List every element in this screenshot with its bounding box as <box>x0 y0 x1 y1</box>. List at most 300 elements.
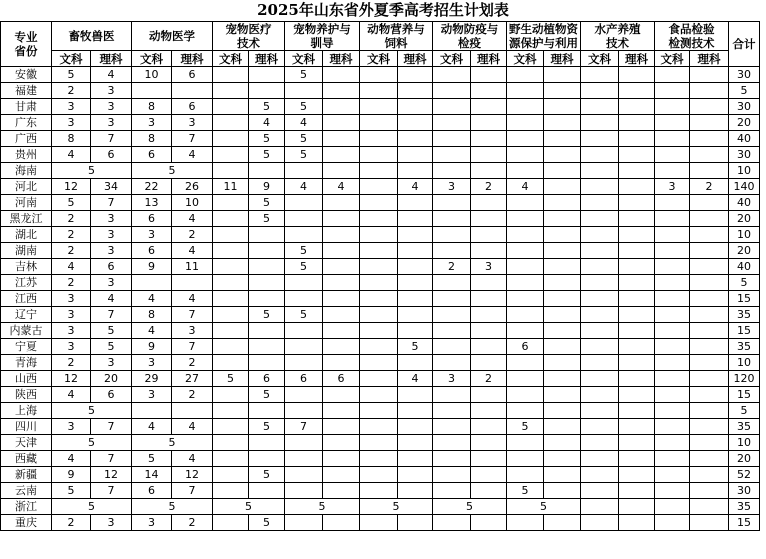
plan-cell <box>581 211 619 227</box>
plan-cell: 3 <box>132 227 172 243</box>
empty-cell <box>507 163 544 179</box>
plan-cell: 5 <box>249 419 285 435</box>
total-cell: 30 <box>729 99 760 115</box>
empty-cell <box>323 403 360 419</box>
plan-cell <box>398 147 433 163</box>
major-name: 畜牧兽医 <box>68 29 115 43</box>
empty-cell <box>619 355 655 371</box>
plan-cell: 10 <box>132 67 172 83</box>
plan-cell <box>581 451 619 467</box>
plan-cell <box>507 243 544 259</box>
plan-cell <box>655 243 690 259</box>
plan-cell <box>360 211 398 227</box>
total-cell: 20 <box>729 211 760 227</box>
empty-cell <box>398 435 433 451</box>
total-cell: 35 <box>729 499 760 515</box>
science-subheader: 理科 <box>690 51 729 67</box>
table-row <box>1 323 760 339</box>
plan-cell <box>249 227 285 243</box>
table-row <box>1 403 760 419</box>
plan-cell <box>655 147 690 163</box>
plan-cell <box>323 419 360 435</box>
total-cell: 20 <box>729 451 760 467</box>
province-cell: 天津 <box>1 435 52 451</box>
plan-cell <box>690 195 729 211</box>
plan-cell <box>433 323 471 339</box>
province-cell: 江苏 <box>1 275 52 291</box>
empty-cell <box>507 403 544 419</box>
plan-cell <box>433 419 471 435</box>
plan-cell: 9 <box>132 339 172 355</box>
plan-cell: 2 <box>172 355 213 371</box>
plan-cell <box>249 483 285 499</box>
plan-cell: 5 <box>91 339 132 355</box>
empty-cell <box>581 499 619 515</box>
empty-cell <box>544 403 581 419</box>
province-cell: 内蒙古 <box>1 323 52 339</box>
plan-cell <box>544 515 581 531</box>
plan-cell <box>213 227 249 243</box>
plan-cell <box>581 339 619 355</box>
plan-cell: 7 <box>91 195 132 211</box>
plan-cell: 20 <box>91 371 132 387</box>
plan-cell <box>544 291 581 307</box>
plan-cell: 4 <box>323 179 360 195</box>
total-cell: 10 <box>729 355 760 371</box>
plan-cell <box>544 211 581 227</box>
plan-cell <box>285 387 323 403</box>
total-cell: 10 <box>729 227 760 243</box>
plan-cell: 3 <box>91 115 132 131</box>
plan-cell <box>690 83 729 99</box>
plan-cell <box>690 211 729 227</box>
plan-cell: 2 <box>52 227 91 243</box>
plan-cell <box>323 243 360 259</box>
plan-cell: 3 <box>52 307 91 323</box>
plan-cell <box>213 147 249 163</box>
plan-cell <box>249 355 285 371</box>
major-header <box>655 22 729 51</box>
plan-cell: 7 <box>91 307 132 323</box>
province-cell: 广西 <box>1 131 52 147</box>
plan-cell <box>360 483 398 499</box>
plan-cell <box>323 195 360 211</box>
plan-cell: 4 <box>91 67 132 83</box>
plan-cell: 5 <box>398 339 433 355</box>
major-name-line2: 源保护与利用 <box>509 36 578 50</box>
plan-cell <box>213 467 249 483</box>
corner-header <box>1 22 52 67</box>
plan-cell: 7 <box>91 131 132 147</box>
plan-cell: 10 <box>172 195 213 211</box>
plan-cell <box>213 387 249 403</box>
plan-cell: 5 <box>52 195 91 211</box>
plan-cell: 8 <box>52 131 91 147</box>
plan-cell <box>285 195 323 211</box>
plan-cell <box>360 179 398 195</box>
science-subheader: 理科 <box>619 51 655 67</box>
plan-cell <box>544 67 581 83</box>
plan-cell <box>323 323 360 339</box>
plan-cell <box>398 195 433 211</box>
plan-cell: 5 <box>285 147 323 163</box>
plan-cell <box>471 339 507 355</box>
plan-cell: 3 <box>172 115 213 131</box>
arts-subheader: 文科 <box>581 51 619 67</box>
plan-cell <box>655 467 690 483</box>
province-cell: 西藏 <box>1 451 52 467</box>
plan-cell <box>655 195 690 211</box>
plan-cell: 8 <box>132 307 172 323</box>
major-name-line2: 技术 <box>606 36 629 50</box>
plan-cell: 4 <box>132 419 172 435</box>
plan-cell <box>285 339 323 355</box>
plan-cell: 4 <box>52 147 91 163</box>
plan-cell <box>398 387 433 403</box>
total-cell: 10 <box>729 435 760 451</box>
plan-cell <box>581 419 619 435</box>
plan-cell <box>690 515 729 531</box>
plan-cell <box>690 387 729 403</box>
merged-plan-cell: 5 <box>132 163 213 179</box>
plan-cell <box>544 339 581 355</box>
total-cell: 10 <box>729 163 760 179</box>
science-subheader: 理科 <box>471 51 507 67</box>
plan-cell: 7 <box>91 483 132 499</box>
province-cell: 四川 <box>1 419 52 435</box>
empty-cell <box>360 403 398 419</box>
plan-cell <box>507 275 544 291</box>
plan-cell <box>581 99 619 115</box>
plan-cell <box>323 211 360 227</box>
total-cell: 20 <box>729 243 760 259</box>
plan-cell <box>360 419 398 435</box>
plan-cell: 6 <box>132 483 172 499</box>
plan-cell <box>690 99 729 115</box>
plan-cell <box>544 483 581 499</box>
plan-cell <box>249 323 285 339</box>
plan-cell <box>471 515 507 531</box>
major-name: 野生动植物资 <box>509 22 578 36</box>
plan-cell: 4 <box>172 147 213 163</box>
plan-cell <box>213 115 249 131</box>
empty-cell <box>581 435 619 451</box>
plan-cell <box>471 291 507 307</box>
plan-cell <box>398 275 433 291</box>
plan-cell <box>285 483 323 499</box>
plan-cell <box>360 307 398 323</box>
plan-cell <box>655 323 690 339</box>
plan-cell: 3 <box>52 115 91 131</box>
empty-cell <box>619 195 655 211</box>
plan-cell: 5 <box>249 211 285 227</box>
plan-cell: 7 <box>91 419 132 435</box>
plan-cell: 2 <box>52 211 91 227</box>
plan-cell <box>398 451 433 467</box>
science-subheader: 理科 <box>91 51 132 67</box>
plan-cell: 3 <box>655 179 690 195</box>
plan-cell: 2 <box>52 243 91 259</box>
plan-cell <box>433 67 471 83</box>
total-cell: 35 <box>729 419 760 435</box>
empty-cell <box>619 259 655 275</box>
empty-cell <box>544 163 581 179</box>
plan-cell <box>398 67 433 83</box>
plan-cell <box>360 99 398 115</box>
plan-cell: 6 <box>507 339 544 355</box>
plan-cell <box>544 275 581 291</box>
empty-cell <box>655 163 690 179</box>
plan-cell <box>285 355 323 371</box>
plan-cell <box>433 131 471 147</box>
plan-cell <box>544 259 581 275</box>
plan-cell <box>213 355 249 371</box>
plan-cell: 4 <box>132 323 172 339</box>
plan-cell: 9 <box>132 259 172 275</box>
plan-cell <box>433 339 471 355</box>
plan-cell: 3 <box>132 355 172 371</box>
empty-cell <box>619 99 655 115</box>
empty-cell <box>249 163 285 179</box>
plan-cell <box>323 115 360 131</box>
plan-cell: 3 <box>52 323 91 339</box>
plan-cell <box>544 195 581 211</box>
plan-cell: 12 <box>52 179 91 195</box>
plan-cell <box>655 67 690 83</box>
plan-cell: 4 <box>52 387 91 403</box>
major-name-line2: 检测技术 <box>668 36 715 50</box>
major-name: 宠物医疗 <box>225 22 272 36</box>
plan-cell <box>544 467 581 483</box>
plan-cell <box>398 83 433 99</box>
empty-cell <box>619 243 655 259</box>
major-name-line2: 检疫 <box>458 36 481 50</box>
plan-cell: 3 <box>52 99 91 115</box>
plan-cell <box>471 131 507 147</box>
major-header <box>360 22 433 51</box>
plan-cell: 7 <box>91 451 132 467</box>
empty-cell <box>619 291 655 307</box>
plan-cell <box>360 467 398 483</box>
plan-cell: 5 <box>285 131 323 147</box>
plan-cell <box>581 291 619 307</box>
plan-cell: 5 <box>249 147 285 163</box>
plan-cell: 6 <box>285 371 323 387</box>
plan-cell: 5 <box>249 131 285 147</box>
table-row <box>1 499 760 515</box>
empty-cell <box>619 435 655 451</box>
major-name: 宠物养护与 <box>293 22 351 36</box>
plan-cell <box>360 227 398 243</box>
empty-cell <box>690 163 729 179</box>
plan-cell <box>172 83 213 99</box>
total-cell: 30 <box>729 147 760 163</box>
plan-cell <box>249 291 285 307</box>
plan-cell: 2 <box>172 515 213 531</box>
total-cell: 140 <box>729 179 760 195</box>
plan-cell <box>323 355 360 371</box>
plan-cell <box>655 355 690 371</box>
plan-cell <box>690 259 729 275</box>
plan-cell <box>507 387 544 403</box>
plan-cell <box>471 387 507 403</box>
plan-cell <box>285 83 323 99</box>
arts-subheader: 文科 <box>132 51 172 67</box>
plan-cell <box>323 67 360 83</box>
plan-cell <box>323 131 360 147</box>
plan-cell <box>507 307 544 323</box>
plan-cell: 8 <box>132 99 172 115</box>
plan-cell <box>285 227 323 243</box>
plan-cell <box>655 483 690 499</box>
plan-cell <box>360 451 398 467</box>
total-cell: 15 <box>729 323 760 339</box>
table-row <box>1 163 760 179</box>
plan-cell: 3 <box>172 323 213 339</box>
major-header <box>581 22 655 51</box>
empty-cell <box>619 483 655 499</box>
major-header <box>285 22 360 51</box>
plan-cell: 5 <box>285 67 323 83</box>
plan-cell <box>581 371 619 387</box>
plan-cell <box>690 243 729 259</box>
plan-cell <box>249 83 285 99</box>
empty-cell <box>619 387 655 403</box>
empty-cell <box>619 515 655 531</box>
plan-cell <box>690 339 729 355</box>
plan-cell <box>507 67 544 83</box>
empty-cell <box>619 83 655 99</box>
plan-cell <box>433 211 471 227</box>
plan-cell <box>655 259 690 275</box>
merged-plan-cell: 5 <box>132 499 213 515</box>
empty-cell <box>323 163 360 179</box>
plan-cell <box>433 451 471 467</box>
plan-cell: 5 <box>52 67 91 83</box>
plan-cell: 14 <box>132 467 172 483</box>
plan-cell: 7 <box>172 339 213 355</box>
plan-cell: 6 <box>172 67 213 83</box>
empty-cell <box>471 435 507 451</box>
plan-cell: 6 <box>323 371 360 387</box>
merged-plan-cell: 5 <box>213 499 285 515</box>
plan-cell <box>471 275 507 291</box>
empty-cell <box>619 307 655 323</box>
empty-cell <box>398 403 433 419</box>
plan-cell <box>433 115 471 131</box>
plan-cell <box>433 467 471 483</box>
merged-plan-cell: 5 <box>132 435 213 451</box>
plan-cell <box>655 339 690 355</box>
merged-plan-cell: 5 <box>52 403 132 419</box>
total-cell: 40 <box>729 195 760 211</box>
empty-cell <box>433 435 471 451</box>
total-cell: 5 <box>729 275 760 291</box>
empty-cell <box>655 403 690 419</box>
province-cell: 贵州 <box>1 147 52 163</box>
plan-cell <box>323 339 360 355</box>
plan-cell: 4 <box>132 291 172 307</box>
plan-cell <box>471 67 507 83</box>
plan-cell: 4 <box>285 115 323 131</box>
science-subheader: 理科 <box>172 51 213 67</box>
plan-cell <box>285 291 323 307</box>
science-subheader: 理科 <box>398 51 433 67</box>
plan-cell <box>213 99 249 115</box>
total-cell: 5 <box>729 403 760 419</box>
plan-cell <box>433 483 471 499</box>
table-row <box>1 339 760 355</box>
province-cell: 山西 <box>1 371 52 387</box>
plan-cell <box>213 419 249 435</box>
province-cell: 重庆 <box>1 515 52 531</box>
plan-cell: 3 <box>91 83 132 99</box>
empty-cell <box>433 163 471 179</box>
plan-cell <box>360 339 398 355</box>
plan-cell <box>544 355 581 371</box>
empty-cell <box>619 131 655 147</box>
table-row <box>1 179 760 195</box>
plan-cell: 4 <box>398 179 433 195</box>
plan-cell <box>544 227 581 243</box>
plan-cell <box>249 275 285 291</box>
province-cell: 浙江 <box>1 499 52 515</box>
plan-cell: 5 <box>249 467 285 483</box>
empty-cell <box>285 163 323 179</box>
plan-cell <box>433 99 471 115</box>
plan-cell: 2 <box>471 371 507 387</box>
plan-cell <box>581 323 619 339</box>
table-row <box>1 515 760 531</box>
plan-cell: 7 <box>172 307 213 323</box>
table-row <box>1 131 760 147</box>
plan-cell <box>360 355 398 371</box>
plan-cell <box>690 323 729 339</box>
plan-cell <box>581 515 619 531</box>
empty-cell <box>213 435 249 451</box>
plan-cell: 4 <box>172 419 213 435</box>
plan-cell <box>360 323 398 339</box>
province-cell: 安徽 <box>1 67 52 83</box>
plan-cell <box>581 227 619 243</box>
plan-cell <box>471 211 507 227</box>
merged-plan-cell: 5 <box>52 435 132 451</box>
plan-cell <box>471 83 507 99</box>
empty-cell <box>471 163 507 179</box>
major-name-line2: 技术 <box>237 36 260 50</box>
plan-cell <box>655 515 690 531</box>
plan-cell <box>581 83 619 99</box>
table-row <box>1 147 760 163</box>
province-cell: 宁夏 <box>1 339 52 355</box>
plan-cell <box>360 195 398 211</box>
plan-cell: 3 <box>91 275 132 291</box>
plan-cell <box>433 83 471 99</box>
plan-cell: 2 <box>690 179 729 195</box>
plan-cell <box>655 451 690 467</box>
plan-cell <box>398 115 433 131</box>
major-name-line2: 驯导 <box>310 36 334 50</box>
plan-cell <box>507 115 544 131</box>
plan-cell <box>544 243 581 259</box>
plan-cell: 11 <box>213 179 249 195</box>
plan-cell: 12 <box>52 371 91 387</box>
province-cell: 辽宁 <box>1 307 52 323</box>
merged-plan-cell: 5 <box>52 163 132 179</box>
plan-cell <box>471 147 507 163</box>
empty-cell <box>619 227 655 243</box>
plan-cell: 5 <box>285 259 323 275</box>
